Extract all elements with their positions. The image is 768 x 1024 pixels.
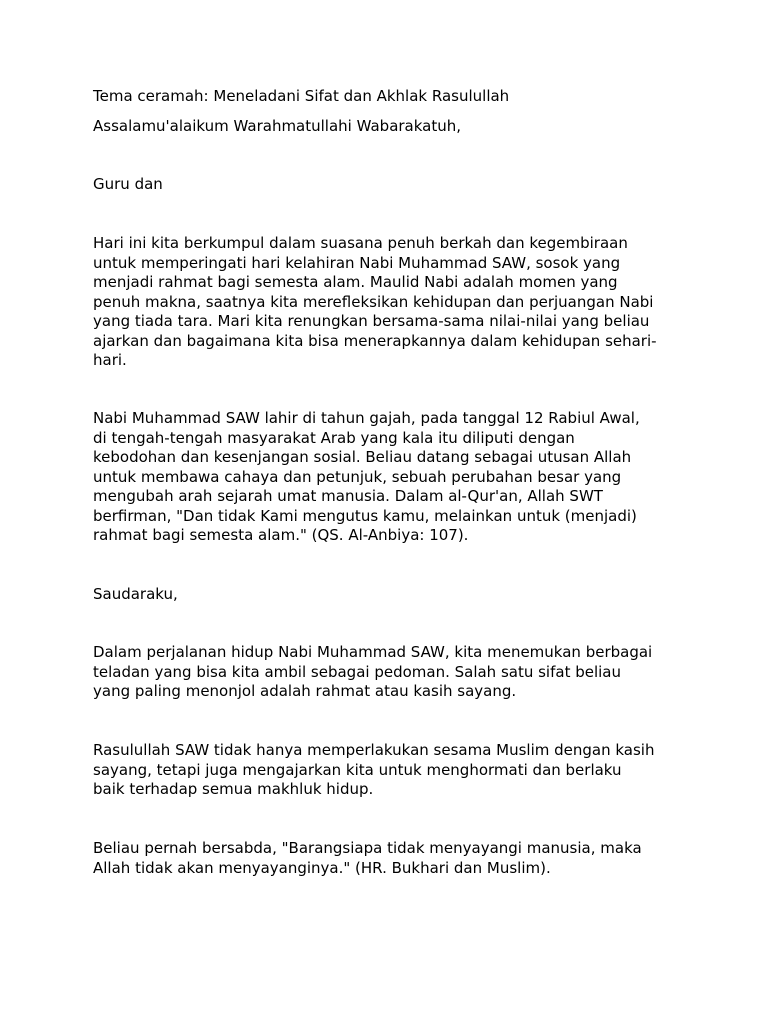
- paragraph-line: Rasulullah SAW tidak hanya memperlakukan sesama Muslim dengan kasih: [93, 741, 655, 759]
- paragraph-line: mengubah arah sejarah umat manusia. Dalam al-Qur'an, Allah SWT: [93, 487, 603, 505]
- paragraph-line: Dalam perjalanan hidup Nabi Muhammad SAW, kita menemukan berbagai: [93, 643, 653, 661]
- paragraph-birth-of-prophet: [93, 409, 685, 546]
- greeting-text: Assalamu'alaikum Warahmatullahi Wabarakatuh,: [93, 117, 462, 135]
- paragraph-line: yang tiada tara. Mari kita renungkan bersama-sama nilai-nilai yang beliau: [93, 312, 650, 330]
- lecture-theme-text: Tema ceramah: Meneladani Sifat dan Akhlak Rasulullah: [93, 87, 510, 105]
- paragraph-line: Allah tidak akan menyayanginya." (HR. Bukhari dan Muslim).: [93, 858, 551, 877]
- salutation-text: Guru dan: [93, 175, 163, 193]
- paragraph-line: hari.: [93, 351, 127, 369]
- paragraph-line: Hari ini kita berkumpul dalam suasana penuh berkah dan kegembiraan: [93, 234, 628, 252]
- address-saudaraku-line: [93, 585, 685, 605]
- paragraph-hadith-quote: [93, 839, 685, 878]
- greeting-line: [93, 117, 685, 137]
- paragraph-line: menjadi rahmat bagi semesta alam. Maulid Nabi adalah momen yang: [93, 273, 618, 291]
- paragraph-line: berfirman, "Dan tidak Kami mengutus kamu, melainkan untuk (menjadi): [93, 506, 637, 525]
- paragraph-opening: [93, 234, 685, 371]
- paragraph-line: kebodohan dan kesenjangan sosial. Beliau datang sebagai utusan Allah: [93, 448, 632, 466]
- paragraph-role-model: [93, 643, 685, 702]
- paragraph-line: di tengah-tengah masyarakat Arab yang kala itu diliputi dengan: [93, 428, 575, 447]
- lecture-theme-line: [93, 87, 685, 107]
- paragraph-line: yang paling menonjol adalah rahmat atau kasih sayang.: [93, 682, 517, 700]
- paragraph-line: sayang, tetapi juga mengajarkan kita untuk menghormati dan berlaku: [93, 760, 622, 779]
- paragraph-line: rahmat bagi semesta alam." (QS. Al-Anbiya: 107).: [93, 526, 469, 544]
- address-text: Saudaraku,: [93, 585, 178, 603]
- paragraph-line: untuk memperingati hari kelahiran Nabi Muhammad SAW, sosok yang: [93, 253, 621, 272]
- paragraph-line: baik terhadap semua makhluk hidup.: [93, 780, 374, 798]
- paragraph-compassion: [93, 741, 685, 800]
- paragraph-line: Beliau pernah bersabda, "Barangsiapa tidak menyayangi manusia, maka: [93, 839, 642, 857]
- paragraph-line: untuk membawa cahaya dan petunjuk, sebuah perubahan besar yang: [93, 467, 622, 486]
- paragraph-line: Nabi Muhammad SAW lahir di tahun gajah, pada tanggal 12 Rabiul Awal,: [93, 409, 640, 427]
- paragraph-line: ajarkan dan bagaimana kita bisa menerapkannya dalam kehidupan sehari-: [93, 331, 657, 350]
- paragraph-line: penuh makna, saatnya kita merefleksikan kehidupan dan perjuangan Nabi: [93, 292, 654, 311]
- paragraph-line: teladan yang bisa kita ambil sebagai pedoman. Salah satu sifat beliau: [93, 662, 622, 681]
- salutation-line: [93, 175, 685, 195]
